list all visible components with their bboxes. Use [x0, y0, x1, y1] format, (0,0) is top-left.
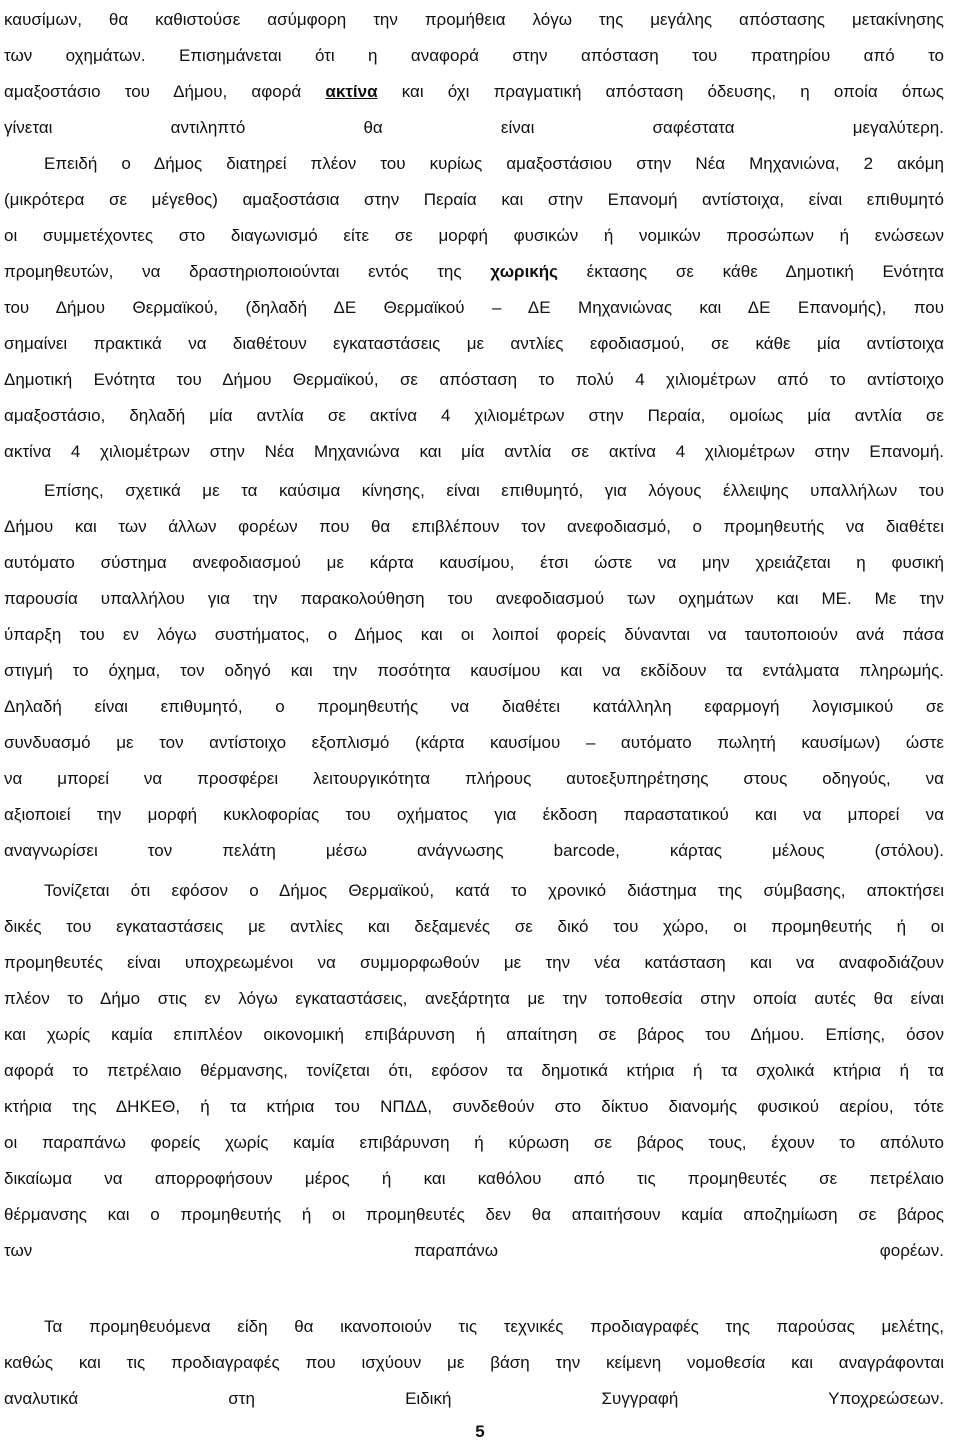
page-number: 5: [475, 1422, 485, 1441]
text-line: αμαξοστάσιο του Δήμου, αφορά ακτίνα και όχι πραγματική απόσταση όδευσης, η οποία όπως: [4, 82, 944, 101]
paragraph-automatic-refueling: [4, 473, 944, 869]
text-line: αξιοποιεί την μορφή κυκλοφορίας του οχήματος για έκδοση παραστατικού και να μπορεί να: [4, 805, 944, 824]
text-line: των οχημάτων. Επισημάνεται ότι η αναφορά στην απόσταση του πρατηρίου από το: [4, 46, 944, 65]
text-line: και χωρίς καμία επιπλέον οικονομική επιβάρυνση ή απαίτηση σε βάρος του Δήμου. Επίσης, όσον: [4, 1025, 944, 1044]
text-line: κτήρια της ΔΗΚΕΘ, ή τα κτήρια του ΝΠΔΔ, συνδεθούν στο δίκτυο διανομής φυσικού αερίου, τότε: [4, 1097, 944, 1116]
paragraph-fuel-distance: [4, 2, 944, 146]
text-line: Δημοτική Ενότητα του Δήμου Θερμαϊκού, σε απόσταση το πολύ 4 χιλιομέτρων από το αντίστοιχο: [4, 370, 944, 389]
text-line: προμηθευτές είναι υποχρεωμένοι να συμμορφωθούν με την νέα κατάσταση και να αναφοδιάζουν: [4, 953, 944, 972]
text-line: Τα προμηθευόμενα είδη θα ικανοποιούν τις τεχνικές προδιαγραφές της παρούσας μελέτης,: [44, 1317, 944, 1336]
text-line: Δήμου και των άλλων φορέων που θα επιβλέπουν τον ανεφοδιασμό, ο προμηθευτής να διαθέτει: [4, 517, 944, 536]
text-line: προμηθευτών, να δραστηριοποιούνται εντός της χωρικής έκτασης σε κάθε Δημοτική Ενότητα: [4, 262, 944, 281]
text-line: Επίσης, σχετικά με τα καύσιμα κίνησης, είναι επιθυμητό, για λόγους έλλειψης υπαλλήλων του: [44, 481, 944, 500]
text-line: στιγμή το όχημα, τον οδηγό και την ποσότητα καυσίμου και να εκδίδουν τα εντάλματα πληρωμής.: [4, 661, 944, 680]
text-line: Δηλαδή είναι επιθυμητό, ο προμηθευτής να διαθέτει κατάλληλη εφαρμογή λογισμικού σε: [4, 697, 944, 716]
text-line: δικές του εγκαταστάσεις με αντλίες και δεξαμενές σε δικό του χώρο, οι προμηθευτής ή οι: [4, 917, 944, 936]
paragraph-own-installations: [4, 873, 944, 1269]
text-line: θέρμανσης και ο προμηθευτής ή οι προμηθευτές δεν θα απαιτήσουν καμία αποζημίωση σε βάρος: [4, 1205, 944, 1224]
text-line: αμαξοστάσιο, δηλαδή μία αντλία σε ακτίνα 4 χιλιομέτρων στην Περαία, ομοίως μία αντλία σε: [4, 406, 944, 425]
text-line: (μικρότερα σε μέγεθος) αμαξοστάσια στην Περαία και στην Επανομή αντίστοιχα, είναι επιθυμητό: [4, 190, 944, 209]
text-line: Τονίζεται ότι εφόσον ο Δήμος Θερμαϊκού, κατά το χρονικό διάστημα της σύμβασης, αποκτήσει: [44, 881, 944, 900]
paragraph-depots-requirement: [4, 146, 944, 470]
text-line: καθώς και τις προδιαγραφές που ισχύουν με βάση την κείμενη νομοθεσία και αναγράφονται: [4, 1353, 944, 1372]
text-line: των παραπάνω φορέων.: [4, 1241, 944, 1260]
emphasis-bold: χωρικής: [490, 262, 558, 281]
text-line: δικαίωμα να απορροφήσουν μέρος ή και καθόλου από τις προμηθευτές σε πετρέλαιο: [4, 1169, 944, 1188]
text-line: σημαίνει πρακτικά να διαθέτουν εγκαταστάσεις με αντλίες εφοδιασμού, σε κάθε μία αντίστοιχα: [4, 334, 944, 353]
text-line: παρουσία υπαλλήλου για την παρακολούθηση του ανεφοδιασμού των οχημάτων και ΜΕ. Με την: [4, 589, 944, 608]
text-line: να μπορεί να προσφέρει λειτουργικότητα πλήρους αυτοεξυπηρέτησης στους οδηγούς, να: [4, 769, 944, 788]
text-line: αναγνωρίσει τον πελάτη μέσω ανάγνωσης barcode, κάρτας μέλους (στόλου).: [4, 841, 944, 860]
text-line: γίνεται αντιληπτό θα είναι σαφέστατα μεγαλύτερη.: [4, 118, 944, 137]
text-line: καυσίμων, θα καθιστούσε ασύμφορη την προμήθεια λόγω της μεγάλης απόστασης μετακίνησης: [4, 10, 944, 29]
emphasis-underlined: ακτίνα: [325, 82, 378, 101]
text-line: συνδυασμό με τον αντίστοιχο εξοπλισμό (κάρτα καυσίμου – αυτόματο πωλητή καυσίμων) ώστε: [4, 733, 944, 752]
text-line: πλέον το Δήμο στις εν λόγω εγκαταστάσεις, ανεξάρτητα με την τοποθεσία στην οποία αυτές θα είναι: [4, 989, 944, 1008]
text-line: αφορά το πετρέλαιο θέρμανσης, τονίζεται ότι, εφόσον τα δημοτικά κτήρια ή τα σχολικά κτήρια ή τα: [4, 1061, 944, 1080]
paragraph-specifications: [4, 1309, 944, 1417]
text-line: του Δήμου Θερμαϊκού, (δηλαδή ΔΕ Θερμαϊκού – ΔΕ Μηχανιώνας και ΔΕ Επανομής), που: [4, 298, 944, 317]
text-line: οι συμμετέχοντες στο διαγωνισμό είτε σε μορφή φυσικών ή νομικών προσώπων ή ενώσεων: [4, 226, 944, 245]
text-line: ακτίνα 4 χιλιομέτρων στην Νέα Μηχανιώνα και μία αντλία σε ακτίνα 4 χιλιομέτρων στην Επανομή.: [4, 442, 944, 461]
text-line: οι παραπάνω φορείς χωρίς καμία επιβάρυνση ή κύρωση σε βάρος τους, έχουν το απόλυτο: [4, 1133, 944, 1152]
text-line: αυτόματο σύστημα ανεφοδιασμού με κάρτα καυσίμου, έτσι ώστε να μην χρειάζεται η φυσική: [4, 553, 944, 572]
text-line: Επειδή ο Δήμος διατηρεί πλέον του κυρίως αμαξοστάσιου στην Νέα Μηχανιώνα, 2 ακόμη: [44, 154, 944, 173]
text-line: αναλυτικά στη Ειδική Συγγραφή Υποχρεώσεων.: [4, 1389, 944, 1408]
text-line: ύπαρξη του εν λόγω συστήματος, ο Δήμος και οι λοιποί φορείς δύνανται να ταυτοποιούν ανά πάσα: [4, 625, 944, 644]
